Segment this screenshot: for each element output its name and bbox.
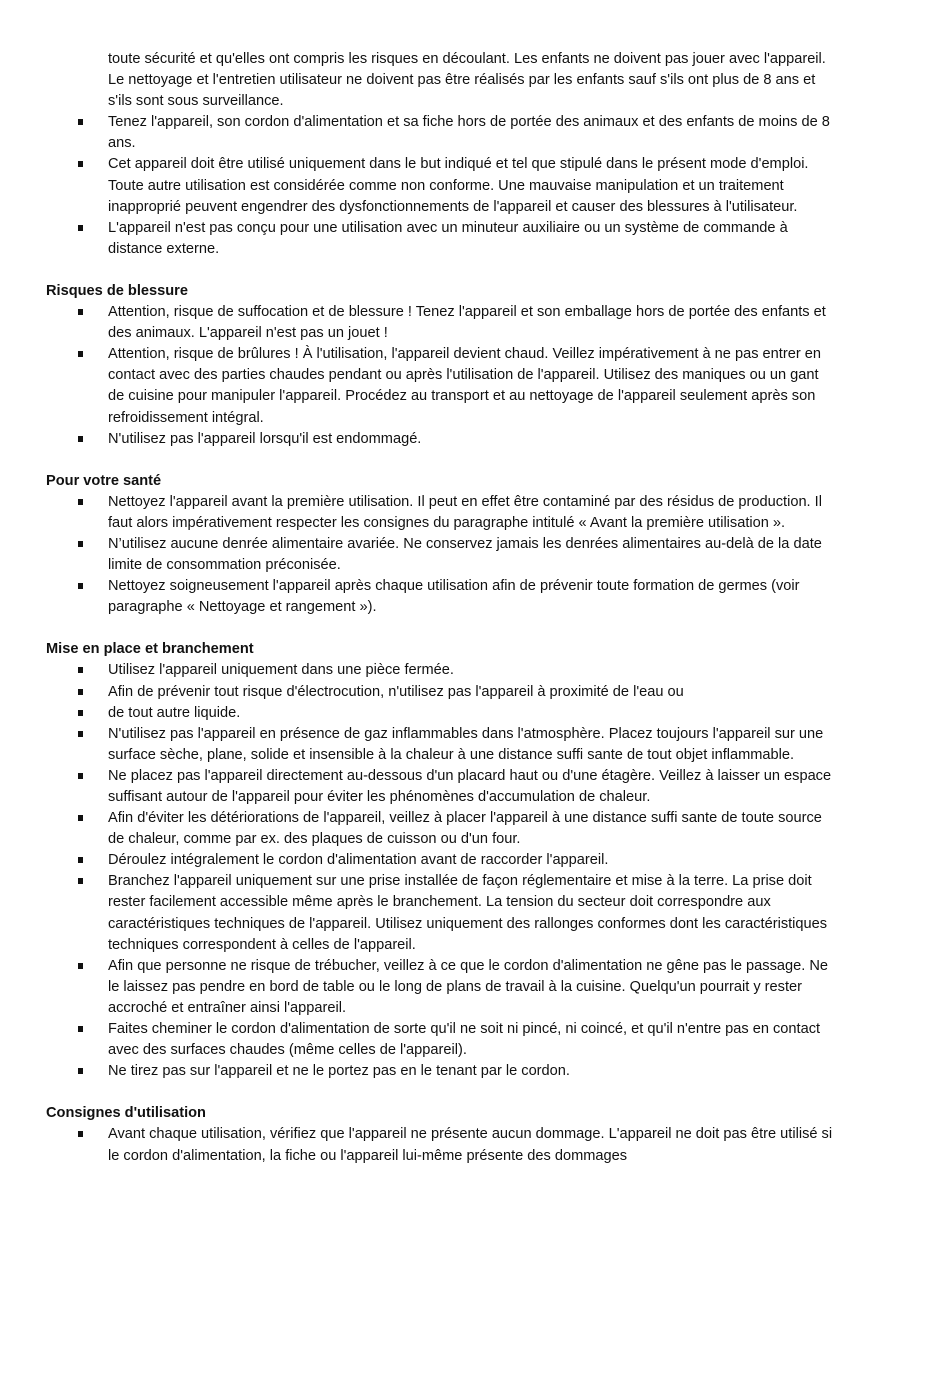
section-consignes-utilisation: [0, 1103, 950, 1166]
bullet-square-icon: [78, 815, 83, 821]
section-heading: Consignes d'utilisation: [46, 1105, 206, 1122]
bullet-square-icon: [78, 963, 83, 969]
list-item: Faites cheminer le cordon d'alimentation de sorte qu'il ne soit ni pincé, ni coincé, et qu'il n'entre pas en contact avec des surfaces chaudes (même celles de l'appareil).: [108, 1019, 833, 1061]
list-item: Cet appareil doit être utilisé uniquement dans le but indiqué et tel que stipulé dans le présent mode d'emploi. Toute autre utilisation est considérée comme non conforme. Une mauvaise manipulation et un traitement inapproprié peuvent engendrer des dysfonctionnements de l'appareil et causer des blessures à l'utilisateur.: [108, 154, 833, 217]
bullet-square-icon: [78, 351, 83, 357]
list-item: Branchez l'appareil uniquement sur une prise installée de façon réglementaire et mise à la terre. La prise doit rester facilement accessible même après le branchement. La tension du secteur doit correspondre aux caractéristiques techniques de l'appareil. Utilisez uniquement des rallonges conformes dont les caractéristiques techniques correspondent à celles de l'appareil.: [108, 871, 833, 955]
bullet-square-icon: [78, 436, 83, 442]
section-list: [0, 660, 950, 1082]
bullet-square-icon: [78, 1068, 83, 1074]
bullet-square-icon: [78, 1131, 83, 1137]
list-item: Ne placez pas l'appareil directement au-dessous d'un placard haut ou d'une étagère. Veillez à laisser un espace suffisant autour de l'appareil pour éviter les phénomènes d'accumulation de chaleur.: [108, 766, 833, 808]
bullet-square-icon: [78, 541, 83, 547]
list-item: Déroulez intégralement le cordon d'alimentation avant de raccorder l'appareil.: [108, 850, 833, 871]
section-mise-en-place: [0, 639, 950, 1082]
bullet-square-icon: [78, 773, 83, 779]
bullet-square-icon: [78, 119, 83, 125]
bullet-square-icon: [78, 583, 83, 589]
list-item: Nettoyez l'appareil avant la première utilisation. Il peut en effet être contaminé par des résidus de production. Il faut alors impérativement respecter les consignes du paragraphe intitulé « Avant la première utilisation ».: [108, 492, 833, 534]
bullet-square-icon: [78, 225, 83, 231]
section-heading: Pour votre santé: [46, 472, 162, 489]
list-item: Afin de prévenir tout risque d'électrocution, n'utilisez pas l'appareil à proximité de l'eau ou: [108, 682, 833, 703]
list-item: N'utilisez pas l'appareil lorsqu'il est endommagé.: [108, 429, 833, 450]
list-item: N’utilisez aucune denrée alimentaire avariée. Ne conservez jamais les denrées alimentaires au-delà de la date limite de consommation préconisée.: [108, 534, 833, 576]
list-item: Avant chaque utilisation, vérifiez que l'appareil ne présente aucun dommage. L'appareil ne doit pas être utilisé si le cordon d'alimentation, la fiche ou l'appareil lui-même présente des dommages: [108, 1124, 833, 1166]
bullet-square-icon: [78, 689, 83, 695]
list-item: L'appareil n'est pas conçu pour une utilisation avec un minuteur auxiliaire ou un système de commande à distance externe.: [108, 218, 833, 260]
list-item: N'utilisez pas l'appareil en présence de gaz inflammables dans l'atmosphère. Placez toujours l'appareil sur une surface sèche, plane, solide et insensible à la chaleur à une distance suffi sante de tout objet inflammable.: [108, 724, 833, 766]
bullet-square-icon: [78, 857, 83, 863]
bullet-square-icon: [78, 499, 83, 505]
bullet-square-icon: [78, 878, 83, 884]
section-list: [0, 1124, 950, 1166]
bullet-square-icon: [78, 1026, 83, 1032]
bullet-square-icon: [78, 161, 83, 167]
section-list: [0, 492, 950, 619]
bullet-square-icon: [78, 731, 83, 737]
section-risques-de-blessure: [0, 281, 950, 450]
bullet-square-icon: [78, 710, 83, 716]
list-item: Utilisez l'appareil uniquement dans une pièce fermée.: [108, 660, 833, 681]
document-page: [0, 49, 950, 1167]
list-item: Attention, risque de suffocation et de blessure ! Tenez l'appareil et son emballage hors de portée des enfants et des animaux. L'appareil n'est pas un jouet !: [108, 302, 833, 344]
list-item: Ne tirez pas sur l'appareil et ne le portez pas en le tenant par le cordon.: [108, 1061, 833, 1082]
list-item: Nettoyez soigneusement l'appareil après chaque utilisation afin de prévenir toute formation de germes (voir paragraphe « Nettoyage et rangement »).: [108, 576, 833, 618]
intro-list: [0, 112, 950, 260]
list-item: Attention, risque de brûlures ! À l'utilisation, l'appareil devient chaud. Veillez impérativement à ne pas entrer en contact avec des parties chaudes pendant ou après l'utilisation de l'appareil. Utilisez des maniques ou un gant de cuisine pour manipuler l'appareil. Procédez au transport et au nettoyage de l'appareil seulement après son refroidissement intégral.: [108, 344, 833, 428]
intro-continuation: toute sécurité et qu'elles ont compris les risques en découlant. Les enfants ne doivent pas jouer avec l'appareil. Le nettoyage et l'entretien utilisateur ne doivent pas être réalisés par les enfants sauf s'ils ont plus de 8 ans et s'ils sont sous surveillance.: [108, 51, 826, 110]
list-item: de tout autre liquide.: [108, 703, 833, 724]
bullet-square-icon: [78, 309, 83, 315]
list-item: Afin que personne ne risque de trébucher, veillez à ce que le cordon d'alimentation ne gêne pas le passage. Ne le laissez pas pendre en bord de table ou le long de plans de travail à la cuisine. Quelqu'un pourrait y rester accroché et entraîner ainsi l'appareil.: [108, 956, 833, 1019]
section-pour-votre-sante: [0, 471, 950, 619]
section-heading: Risques de blessure: [46, 282, 188, 299]
section-list: [0, 302, 950, 450]
section-heading: Mise en place et branchement: [46, 641, 254, 658]
list-item: Afin d'éviter les détériorations de l'appareil, veillez à placer l'appareil à une distance suffi sante de toute source de chaleur, comme par ex. des plaques de cuisson ou d'un four.: [108, 808, 833, 850]
list-item: Tenez l'appareil, son cordon d'alimentation et sa fiche hors de portée des animaux et des enfants de moins de 8 ans.: [108, 112, 833, 154]
bullet-square-icon: [78, 667, 83, 673]
